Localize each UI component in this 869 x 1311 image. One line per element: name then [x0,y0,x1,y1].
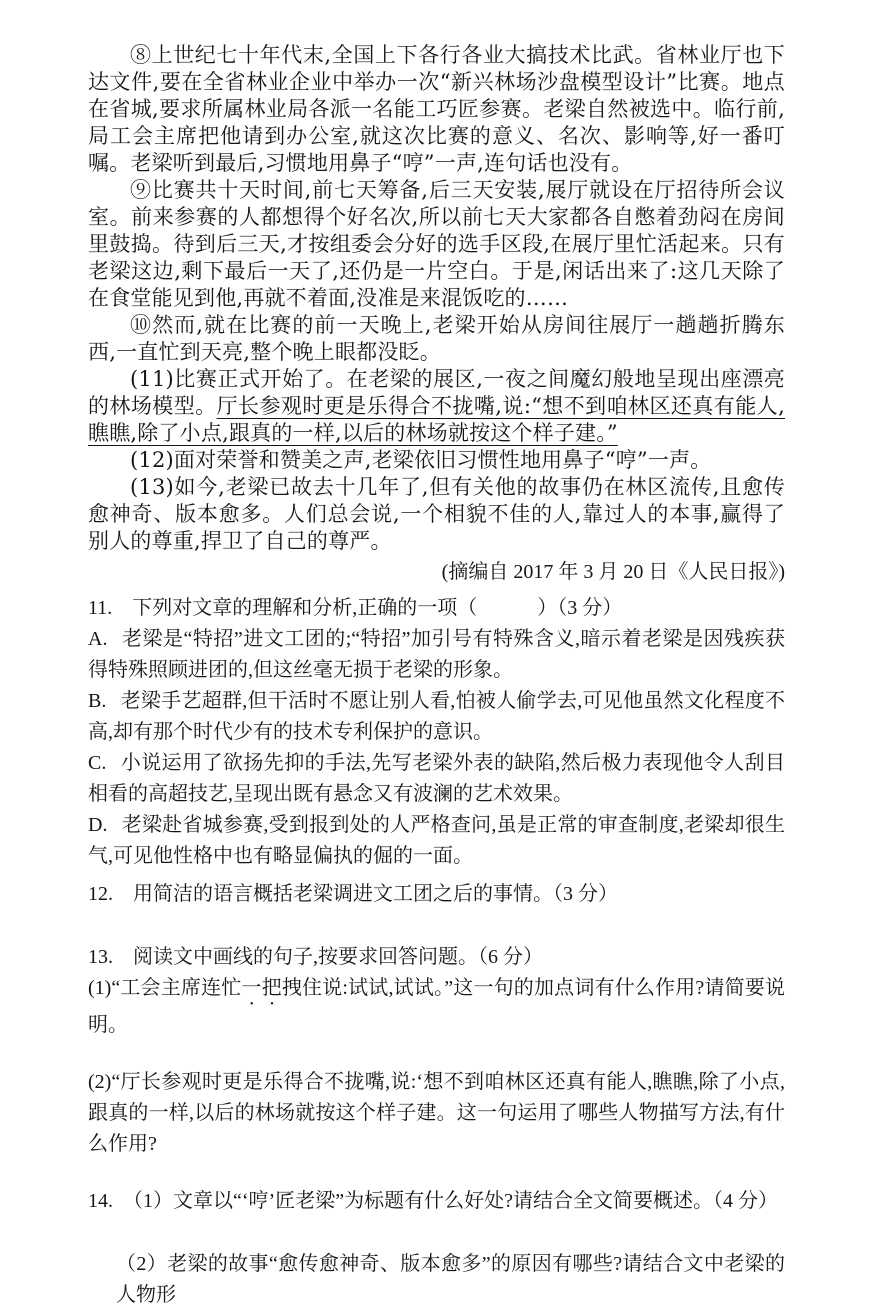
option-b-text: 老梁手艺超群,但干活时不愿让别人看,怕被人偷学去,可见他虽然文化程度不高,却有那个时代少有的技术专利保护的意识。 [88,690,785,743]
question-13-sub1-dotted-word: 一把 [241,977,282,999]
passage-paragraph-12: (12)面对荣誉和赞美之声,老梁依旧习惯性地用鼻子“哼”一声。 [130,448,712,472]
question-14-sub1: 14. （1）文章以“‘哼’匠老梁”为标题有什么好处?请结合全文简要概述。（4 分） [88,1190,778,1212]
question-11-option-d [88,810,785,872]
question-11-stem: 11. 下列对文章的理解和分析,正确的一项（ ）（3 分） [88,597,623,619]
option-d-label: D. [88,814,108,836]
paragraph-11-underlined-sentence: 厅长参观时更是乐得合不拢嘴,说:“想不到咱林区还真有能人,瞧瞧,除了小点,跟真的一样,以后的林场就按这个样子建。” [88,394,785,445]
passage-paragraph-13: (13)如今,老梁已故去十几年了,但有关他的故事仍在林区流传,且愈传愈神奇、版本愈多。人们总会说,一个相貌不佳的人,靠过人的本事,赢得了别人的尊重,捍卫了自己的尊严。 [88,475,785,553]
passage-paragraph-9: ⑨比赛共十天时间,前七天筹备,后三天安装,展厅就设在厅招待所会议室。前来参赛的人都想得个好名次,所以前七天大家都各自憋着劲闷在房间里鼓捣。待到后三天,才按组委会分好的选手区段,在展厅里忙活起来。只有老梁这边,剩下最后一天了,还仍是一片空白。于是,闲话出来了:这几天除了在食堂能见到他,再就不着面,没准是来混饭吃的…… [88,178,785,310]
question-section [88,593,785,1311]
question-13-sub2: (2)“厅长参观时更是乐得合不拢嘴,说:‘想不到咱林区还真有能人,瞧瞧,除了小点,跟真的一样,以后的林场就按这个样子建。这一句运用了哪些人物描写方法,有什么作用? [88,1071,785,1155]
question-11-option-c [88,748,785,810]
question-13-sub1-pre: (1)“工会主席连忙 [88,977,242,999]
question-13-sub1 [88,973,785,1041]
option-a-label: A. [88,628,108,650]
paragraph-11-lead: (11)比赛正式开始了。在老梁的展区,一夜之间魔幻般地呈现出座漂亮的林场模型。 [88,367,785,418]
question-13-stem: 13. 阅读文中画线的句子,按要求回答问题。（6 分） [88,946,543,968]
source-attribution: (摘编自 2017 年 3 月 20 日《人民日报》) [441,561,785,583]
option-d-text: 老梁赴省城参赛,受到报到处的人严格查问,虽是正常的审查制度,老梁却很生气,可见他性格中也有略显偏执的倔的一面。 [88,814,785,867]
passage-paragraph-8: ⑧上世纪七十年代末,全国上下各行各业大搞技术比武。省林业厅也下达文件,要在全省林业企业中举办一次“新兴林场沙盘模型设计”比赛。地点在省城,要求所属林业局各派一名能工巧匠参赛。老梁自然被选中。临行前,局工会主席把他请到办公室,就这次比赛的意义、名次、影响等,好一番叮嘱。老梁听到最后,习惯地用鼻子“哼”一声,连句话也没有。 [88,43,785,175]
question-11-option-a [88,624,785,686]
question-14-sub2: （2）老梁的故事“愈传愈神奇、版本愈多”的原因有哪些?请结合文中老梁的人物形 [116,1253,785,1306]
question-13-sub1-post: 拽住说:试试,试试。”这一句的加点词有什么作用?请简要说明。 [88,977,786,1036]
passage-paragraph-10: ⑩然而,就在比赛的前一天晚上,老梁开始从房间往展厅一趟趟折腾东西,一直忙到天亮,整个晚上眼都没眨。 [88,313,785,364]
passage-paragraph-11 [88,366,785,447]
question-11-option-b [88,686,785,748]
option-c-text: 小说运用了欲扬先抑的手法,先写老梁外表的缺陷,然后极力表现他令人刮目相看的高超技艺,呈现出既有悬念又有波澜的艺术效果。 [88,752,785,805]
question-12-stem: 12. 用简洁的语言概括老梁调进文工团之后的事情。（3 分） [88,883,618,905]
option-a-text: 老梁是“特招”进文工团的;“特招”加引号有特殊含义,暗示着老梁是因残疾获得特殊照顾进团的,但这丝毫无损于老梁的形象。 [88,628,785,681]
option-b-label: B. [88,690,107,712]
option-c-label: C. [88,752,107,774]
reading-passage [88,42,785,587]
